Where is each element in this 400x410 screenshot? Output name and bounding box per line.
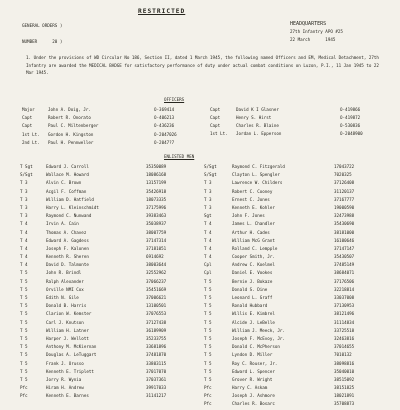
serial-number: 16100646: [334, 237, 355, 243]
serial-number: 39383463: [146, 213, 167, 219]
serial-number: 37126408: [334, 180, 355, 186]
serial-number: 35426918: [146, 188, 167, 194]
roster-row: [20, 344, 206, 352]
serial-number: 36189909: [146, 327, 167, 333]
person-name: Donald S. Dine: [232, 286, 268, 292]
roster-row: [204, 369, 390, 377]
person-name: James L. Chandler: [232, 221, 275, 227]
rank-label: Capt: [210, 115, 221, 120]
person-name: Robert R. Onorato: [48, 115, 91, 121]
person-name: Daniel E. Vookes: [232, 270, 273, 276]
person-name: Roy C. Rouser, Jr.: [232, 360, 278, 366]
rank-label: T 5: [204, 286, 212, 292]
serial-number: 32473988: [334, 213, 355, 219]
roster-row: [204, 230, 390, 238]
serial-number: 32552962: [146, 270, 167, 276]
person-name: Harry C. Askam: [232, 385, 268, 391]
roster-row: [22, 107, 221, 115]
serial-number: 35451669: [146, 286, 167, 292]
rank-label: Major: [22, 107, 35, 112]
person-name: Joseph F. McEvoy, Jr.: [232, 335, 285, 341]
roster-row: [20, 320, 206, 328]
person-name: Charles R. Bosarc: [232, 401, 275, 407]
roster-row: [204, 320, 390, 328]
roster-row: [204, 172, 390, 180]
rank-label: T 3: [20, 180, 28, 186]
rank-label: T 3: [20, 188, 28, 194]
serial-number: 18073335: [146, 196, 167, 202]
rank-label: T 3: [20, 213, 28, 219]
roster-row: [210, 107, 370, 115]
rank-label: T 4: [204, 254, 212, 260]
serial-number: 31114834: [334, 319, 355, 325]
serial-number: 35708873: [334, 401, 355, 407]
headquarters-label: HEADQUARTERS: [290, 21, 327, 27]
roster-row: [204, 213, 390, 221]
rank-label: T 5: [20, 352, 28, 358]
roster-row: [204, 352, 390, 360]
rank-label: Cpl: [204, 270, 212, 276]
roster-row: [210, 123, 370, 131]
serial-number: 35040010: [334, 368, 355, 374]
roster-row: [204, 189, 390, 197]
person-name: Rolland C. Lempple: [232, 245, 278, 251]
roster-row: [20, 205, 206, 213]
person-name: Kenneth E. Kohler: [232, 204, 275, 210]
roster-row: [20, 336, 206, 344]
rank-label: T 5: [20, 376, 28, 382]
roster-row: [204, 393, 390, 401]
general-orders-label: GENERAL ORDERS ): [22, 23, 63, 28]
person-name: Joseph J. Ashmore: [232, 393, 275, 399]
person-name: Donald B. Harris: [46, 303, 87, 309]
roster-row: [20, 254, 206, 262]
person-name: Gordon H. Kingston: [48, 131, 94, 137]
roster-row: [204, 205, 390, 213]
rank-label: 1st Lt.: [210, 131, 228, 136]
serial-number: 33725518: [334, 327, 355, 333]
serial-number: O-419866: [340, 107, 361, 112]
person-name: Acgil F. Coffman: [46, 188, 87, 194]
roster-row: [204, 336, 390, 344]
serial-number: 33681896: [146, 344, 167, 350]
serial-number: 13100501: [146, 303, 167, 309]
rank-label: T 4: [204, 229, 212, 235]
person-name: Carl J. Knutson: [46, 319, 84, 325]
rank-label: T 4: [20, 254, 28, 260]
roster-row: [204, 246, 390, 254]
roster-row: [20, 230, 206, 238]
rank-label: T 4: [20, 221, 28, 227]
serial-number: 37481870: [146, 352, 167, 358]
person-name: Raymond C. Nunwand: [46, 213, 92, 219]
serial-number: 38151825: [334, 385, 355, 391]
roster-row: [20, 262, 206, 270]
person-name: Paul H. Pennweller: [48, 139, 94, 145]
serial-number: 37167777: [334, 196, 355, 202]
rank-label: T 3: [20, 196, 28, 202]
roster-row: [204, 295, 390, 303]
rank-label: T 5: [204, 278, 212, 284]
serial-number: 38098816: [334, 360, 355, 366]
rank-label: Pfc: [204, 401, 212, 407]
rank-label: T 5: [204, 319, 212, 325]
serial-number: 31141217: [146, 393, 167, 399]
roster-row: [20, 385, 206, 393]
roster-row: [20, 303, 206, 311]
serial-number: 32463816: [334, 335, 355, 341]
roster-row: [204, 180, 390, 188]
serial-number: 35430690: [334, 221, 355, 227]
serial-number: 38007759: [146, 229, 167, 235]
rank-label: T 5: [204, 303, 212, 309]
serial-number: 33037008: [334, 295, 355, 300]
person-name: Irvin A. Cain: [46, 221, 79, 227]
roster-row: [22, 115, 221, 123]
person-name: William J. Meeck, Jr.: [232, 327, 285, 333]
rank-label: T 4: [204, 221, 212, 227]
rank-label: T 5: [204, 368, 212, 374]
serial-number: 38003644: [146, 262, 167, 268]
roster-row: [20, 279, 206, 287]
rank-label: T 3: [20, 204, 28, 210]
person-name: Wallace M. Howard: [46, 172, 89, 178]
rank-label: T 5: [20, 278, 28, 284]
roster-row: [22, 123, 221, 131]
serial-number: 35038937: [146, 221, 167, 227]
serial-number: 37014655: [334, 344, 355, 350]
person-name: Andrew C. Koelmel: [232, 262, 275, 268]
person-name: Kenneth E. Barnes: [46, 393, 89, 399]
roster-row: [20, 221, 206, 229]
rank-label: T 4: [20, 229, 28, 235]
rank-label: S/Sgt: [20, 172, 33, 178]
rank-label: T 5: [20, 303, 28, 309]
person-name: Raymond C. Fitzgerald: [232, 164, 285, 169]
rank-label: T 5: [20, 368, 28, 374]
serial-number: 13157199: [146, 180, 167, 186]
rank-label: T 5: [204, 295, 212, 300]
person-name: Harry L. Kleinschmidt: [46, 204, 99, 210]
rank-label: T 3: [204, 188, 212, 194]
roster-row: [20, 189, 206, 197]
person-name: Clayton L. Spengler: [232, 172, 280, 178]
person-name: Leonard L. Graff: [232, 295, 273, 300]
person-name: William D. Hatfield: [46, 196, 94, 202]
rank-label: T 5: [204, 352, 212, 358]
officers-heading: OFFICERS: [164, 97, 185, 102]
order-paragraph: 1. Under the provisions of WD Circular No 186, Section II, dated 1 March 1945, the following named Officers and EM, Medical Detachment, 27th Infantry are awarded the MEDICAL BADGE for satisfactory performance of duty under actual combat conditions on Luzon, P.I., 11 Jan 1945 to 22 Mar 1945.: [26, 55, 379, 76]
person-name: Edward J. Carroll: [46, 164, 89, 169]
roster-row: [20, 246, 206, 254]
rank-label: T 5: [204, 344, 212, 350]
person-name: David D. Talmonte: [46, 262, 89, 268]
rank-label: T 5: [204, 360, 212, 366]
serial-number: 35430507: [334, 254, 355, 260]
serial-number: 31120137: [334, 188, 355, 194]
rank-label: T 5: [204, 327, 212, 333]
serial-number: 37485149: [334, 262, 355, 268]
person-name: Douglas A. LeTuggart: [46, 352, 97, 358]
serial-number: O-2047?7: [154, 139, 175, 145]
person-name: Lyndon D. Miller: [232, 352, 273, 358]
person-name: Alvin C. Brown: [46, 180, 82, 186]
rank-label: Pfc: [20, 385, 28, 391]
roster-row: [204, 344, 390, 352]
person-name: Ralph Alexander: [46, 278, 84, 284]
roster-row: [210, 115, 370, 123]
serial-number: 37176506: [334, 278, 355, 284]
roster-row: [20, 213, 206, 221]
roster-row: [204, 361, 390, 369]
rank-label: 1st Lt.: [22, 131, 40, 137]
rank-label: Sgt: [204, 213, 212, 219]
roster-row: [204, 287, 390, 295]
serial-number: 38684071: [334, 270, 355, 276]
person-name: Henry S. Hirst: [236, 115, 272, 120]
person-name: Harper J. Wellott: [46, 335, 89, 341]
enlisted-list-left: [20, 164, 206, 401]
roster-row: [204, 385, 390, 393]
serial-number: 35350089: [146, 164, 167, 169]
person-name: Paul C. Miltenberger: [48, 123, 99, 129]
rank-label: T 3: [204, 180, 212, 186]
roster-row: [204, 254, 390, 262]
serial-number: 37006621: [146, 295, 167, 300]
serial-number: 37175996: [146, 204, 167, 210]
date-label: 22 March 1945: [290, 37, 336, 42]
serial-number: 38181000: [334, 229, 355, 235]
rank-label: T 4: [20, 245, 28, 251]
roster-row: [20, 287, 206, 295]
rank-label: Pfc: [20, 393, 28, 399]
rank-label: T 5: [20, 327, 28, 333]
unit-label: 27th Infantry APO #25: [290, 29, 343, 34]
roster-row: [20, 172, 206, 180]
person-name: Willis E. Kimbrel: [232, 311, 275, 317]
person-name: Ernest C. Jones: [232, 196, 270, 202]
person-name: Anthony M. McKiernan: [46, 344, 97, 350]
person-name: Jorry R. Wynia: [46, 376, 82, 382]
serial-number: 37147147: [334, 245, 355, 251]
rank-label: T 5: [20, 286, 28, 292]
rank-label: T 5: [204, 376, 212, 382]
rank-label: Capt: [22, 123, 33, 129]
serial-number: 18086168: [146, 172, 167, 178]
person-name: Orville NMI Cox: [46, 286, 84, 292]
roster-row: [20, 311, 206, 319]
rank-label: T 5: [20, 360, 28, 366]
rank-label: Pfc: [204, 393, 212, 399]
person-name: Jordan L. Epperson: [236, 131, 282, 136]
roster-row: [204, 262, 390, 270]
roster-row: [20, 393, 206, 401]
roster-row: [204, 221, 390, 229]
serial-number: 37066237: [146, 278, 167, 284]
roster-row: [20, 197, 206, 205]
serial-number: 35233755: [146, 335, 167, 341]
roster-row: [204, 238, 390, 246]
rank-label: T 5: [204, 311, 212, 317]
rank-label: Capt: [22, 115, 33, 121]
serial-number: 37181051: [146, 245, 167, 251]
rank-label: T 5: [20, 270, 28, 276]
person-name: John F. Jones: [232, 213, 265, 219]
roster-row: [204, 164, 390, 172]
serial-number: 37037361: [146, 376, 167, 382]
person-name: John R. Brindl: [46, 270, 82, 276]
rank-label: S/Sgt: [204, 164, 217, 169]
enlisted-heading: ENLISTED MEN: [164, 154, 195, 159]
roster-row: [22, 132, 218, 140]
person-name: Arthur H. Cades: [232, 229, 270, 235]
roster-row: [204, 279, 390, 287]
serial-number: 32218814: [334, 286, 355, 292]
roster-row: [20, 180, 206, 188]
serial-number: O-406213: [154, 115, 175, 121]
enlisted-list-right: [204, 164, 390, 410]
person-name: Edith N. Gile: [46, 295, 79, 300]
person-name: Alcide J. LeBelle: [232, 319, 275, 325]
person-name: Bernie J. Bokaze: [232, 278, 273, 284]
roster-row: [20, 369, 206, 377]
rank-label: Capt: [210, 123, 221, 128]
rank-label: T 5: [204, 335, 212, 341]
roster-row: [20, 328, 206, 336]
rank-label: T 5: [20, 295, 28, 300]
rank-label: T 4: [20, 262, 28, 268]
person-name: Kenneth R. Sheren: [46, 254, 89, 260]
rank-label: T 4: [204, 237, 212, 243]
person-name: Edward A. Gagdess: [46, 237, 89, 243]
rank-label: T Sgt: [20, 164, 33, 169]
serial-number: 38515092: [334, 376, 355, 382]
roster-row: [20, 238, 206, 246]
person-name: Edward L. Spencer: [232, 368, 275, 374]
person-name: Cooper Smith, Jr.: [232, 254, 275, 260]
serial-number: 7020325: [334, 172, 352, 178]
rank-label: T 3: [204, 196, 212, 202]
serial-number: 37076553: [146, 311, 167, 317]
roster-row: [20, 352, 206, 360]
roster-row: [20, 270, 206, 278]
roster-row: [20, 361, 206, 369]
order-number-label: NUMBER 20 ): [22, 39, 63, 44]
serial-number: 17043722: [334, 164, 355, 169]
serial-number: O-369414: [154, 107, 175, 112]
person-name: Ronald Hubbard: [232, 303, 268, 309]
serial-number: 37130953: [334, 303, 355, 309]
roster-row: [210, 131, 370, 139]
rank-label: T 5: [20, 344, 28, 350]
rank-label: T 3: [204, 204, 212, 210]
rank-label: S/Sgt: [204, 172, 217, 178]
rank-label: T 5: [20, 319, 28, 325]
person-name: Frank J. Orusso: [46, 360, 84, 366]
serial-number: 6914692: [146, 254, 164, 260]
serial-number: 38121496: [334, 311, 355, 317]
roster-row: [204, 401, 390, 409]
officers-list-left: [22, 107, 221, 148]
restricted-title: RESTRICTED: [138, 8, 186, 15]
rank-label: T 4: [204, 245, 212, 251]
person-name: William McG Grant: [232, 237, 275, 243]
person-name: John A. Doig, Jr.: [48, 107, 91, 112]
serial-number: O-436236: [154, 123, 175, 129]
serial-number: 37127438: [146, 319, 167, 325]
person-name: William H. Latner: [46, 327, 89, 333]
roster-row: [204, 328, 390, 336]
person-name: Joseph F. Kalonen: [46, 245, 89, 251]
rank-label: Capt: [210, 107, 221, 112]
serial-number: 19000590: [334, 204, 355, 210]
rank-label: 2nd Lt.: [22, 139, 40, 145]
person-name: Thomas A. Chavez: [46, 229, 87, 235]
roster-row: [20, 164, 206, 172]
roster-row: [20, 377, 206, 385]
roster-row: [204, 303, 390, 311]
rank-label: Pfc: [204, 385, 212, 391]
serial-number: O-2047026: [154, 131, 177, 137]
roster-row: [204, 377, 390, 385]
serial-number: 39917033: [146, 385, 167, 391]
roster-row: [204, 311, 390, 319]
serial-number: 37017070: [146, 368, 167, 374]
person-name: Robert C. Cooney: [232, 188, 273, 194]
person-name: Donald C. McPherson: [232, 344, 280, 350]
person-name: Clarion W. Kemster: [46, 311, 92, 317]
rank-label: T 5: [20, 335, 28, 341]
serial-number: O-419872: [340, 115, 361, 120]
person-name: David K I Glasner: [236, 107, 279, 112]
serial-number: 37147314: [146, 237, 167, 243]
officers-list-right: [210, 107, 370, 139]
person-name: Lawrence W. Childers: [232, 180, 283, 186]
roster-row: [20, 295, 206, 303]
serial-number: O-530836: [340, 123, 361, 128]
rank-label: T 5: [20, 311, 28, 317]
roster-row: [22, 140, 218, 148]
serial-number: 7010132: [334, 352, 352, 358]
roster-row: [204, 197, 390, 205]
roster-row: [204, 270, 390, 278]
rank-label: Cpl: [204, 262, 212, 268]
serial-number: 18021891: [334, 393, 355, 399]
person-name: Charles R. Blaine: [236, 123, 279, 128]
serial-number: 33803115: [146, 360, 167, 366]
person-name: Grover R. Wright: [232, 376, 273, 382]
serial-number: O-2048900: [340, 131, 363, 136]
person-name: Kenneth E. Triplett: [46, 368, 94, 374]
rank-label: T 4: [20, 237, 28, 243]
person-name: Hiram H. Andrew: [46, 385, 84, 391]
